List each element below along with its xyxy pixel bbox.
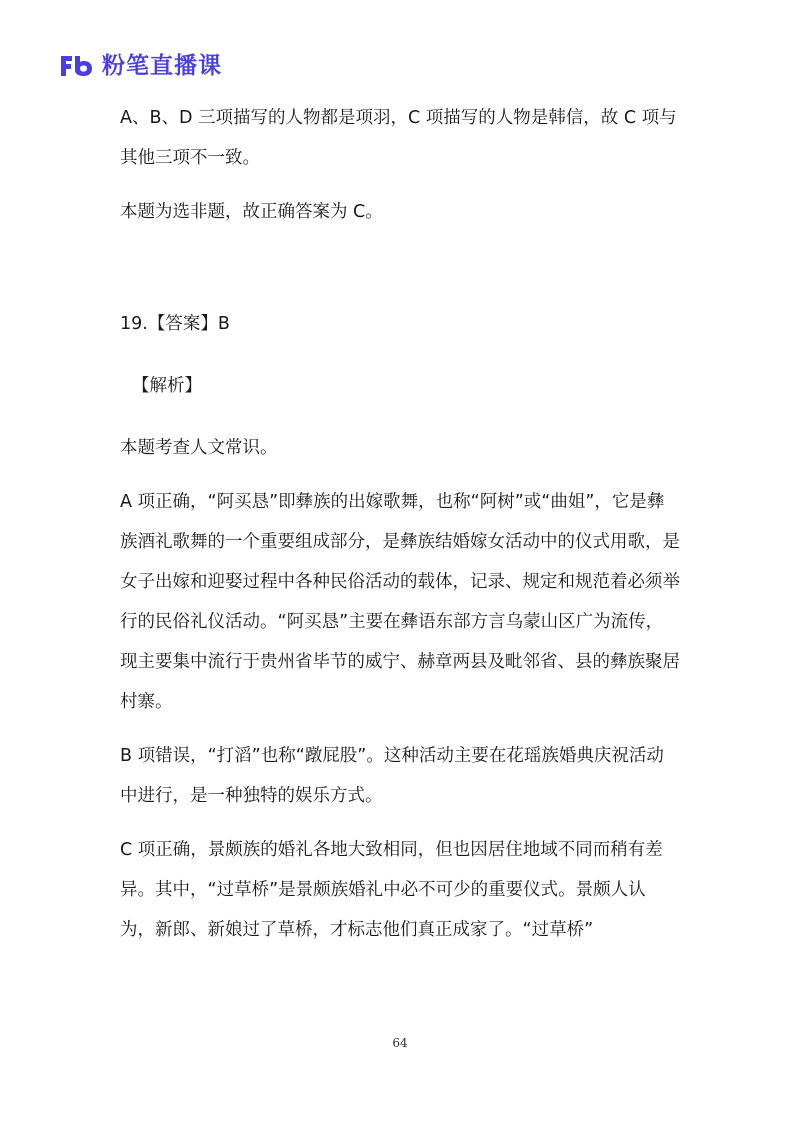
brand-name: 粉笔直播课 [102,53,222,79]
paragraph-option-b: B 项错误，“打滔”也称“蹾屁股”。这种活动主要在花瑶族婚典庆祝活动中进行，是一种独特的娱乐方式。 [120,746,664,806]
paragraph-option-a: A 项正确，“阿买恳”即彝族的出嫁歌舞，也称“阿树”或“曲姐”，它是彝族酒礼歌舞的一个重要组成部分，是彝族结婚嫁女活动中的仪式用歌，是女子出嫁和迎娶过程中各种民俗活动的载体，记录、规定和规范着必须举行的民俗礼仪活动。“阿买恳”主要在彝语东部方言乌蒙山区广为流传，现主要集中流行于贵州省毕节的威宁、赫章两县及毗邻省、县的彝族聚居村寨。 [120,492,680,712]
document-body [120,98,680,964]
paragraph-option-c: C 项正确，景颇族的婚礼各地大致相同，但也因居住地域不同而稍有差异。其中，“过草桥”是景颇族婚礼中必不可少的重要仪式。景颇人认为，新郎、新娘过了草桥，才标志他们真正成家了。“过草桥” [120,840,663,940]
paragraph-topic: 本题考查人文常识。 [120,438,278,458]
analysis-heading: 【解析】 [132,376,202,396]
page-number: 64 [392,1036,408,1050]
fb-logo-icon [58,53,94,79]
paragraph-answer-summary: 本题为选非题，故正确答案为 C。 [120,202,383,222]
brand-header [58,50,222,82]
paragraph-option-comparison: A、B、D 三项描写的人物都是项羽，C 项描写的人物是韩信，故 C 项与其他三项不一致。 [120,108,677,168]
question-19-answer-heading: 19.【答案】B [120,314,230,334]
